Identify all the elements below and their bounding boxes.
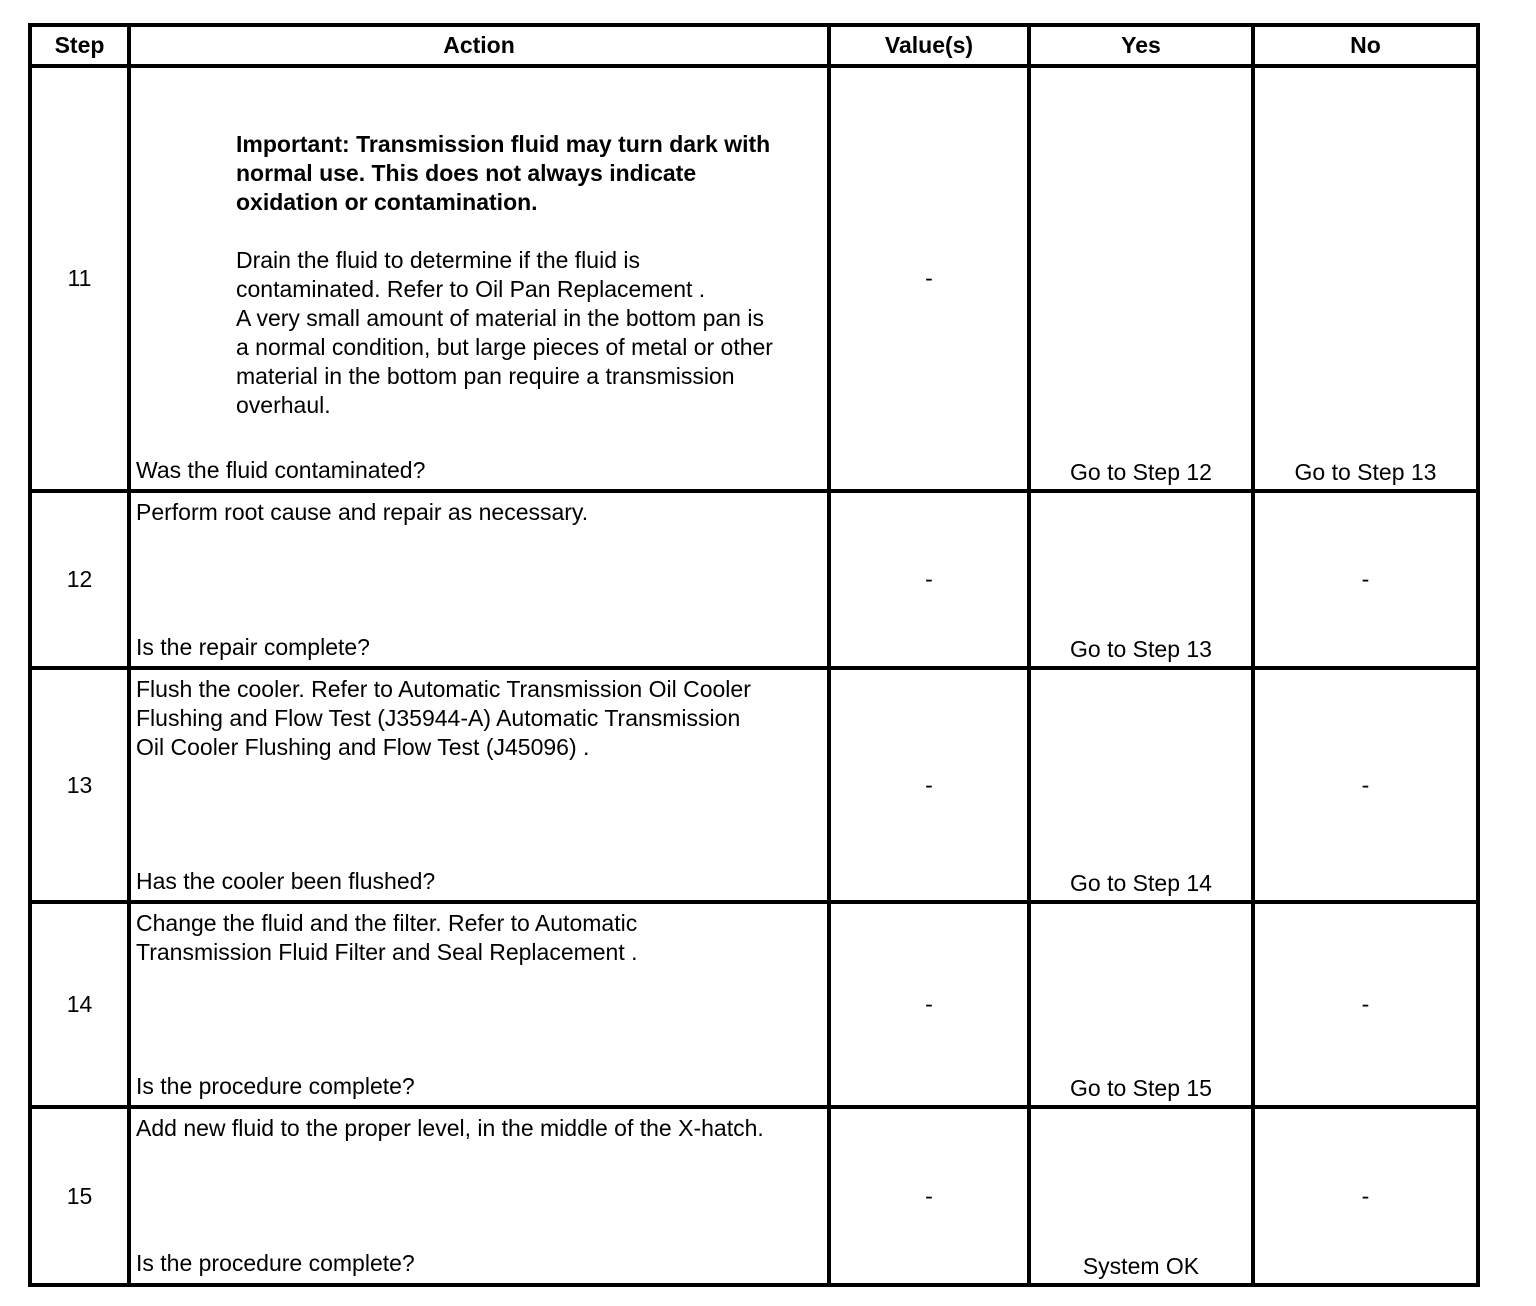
- action-cell: [131, 670, 827, 900]
- no-cell: -: [1361, 771, 1370, 798]
- action-question: Has the cooler been flushed?: [136, 868, 436, 894]
- diagnostic-table: [28, 23, 1480, 1287]
- action-question: Was the fluid contaminated?: [136, 457, 426, 483]
- yes-cell: Go to Step 15: [1070, 1075, 1212, 1101]
- step-number: 11: [67, 265, 92, 291]
- action-cell: [131, 904, 827, 1105]
- no-cell: -: [1361, 1182, 1370, 1209]
- value-cell: -: [925, 566, 933, 592]
- action-detail: Drain the fluid to determine if the fluid is contaminated. Refer to Oil Pan Replacement . A very small amount of material in the bottom pan is a normal condition, but large pieces of metal or other material in the bottom pan require a transmission overhaul.: [236, 247, 773, 418]
- yes-cell: Go to Step 13: [1070, 636, 1212, 662]
- header-values: Value(s): [884, 32, 974, 58]
- no-cell: -: [1361, 991, 1370, 1017]
- action-text: Flush the cooler. Refer to Automatic Transmission Oil Cooler Flushing and Flow Test (J35944-A) Automatic Transmission Oil Cooler Flushing and Flow Test (J45096) .: [136, 676, 751, 760]
- action-text: Add new fluid to the proper level, in the middle of the X-hatch.: [136, 1115, 764, 1141]
- table-rule: [28, 1283, 1480, 1287]
- action-text: Change the fluid and the filter. Refer to Automatic Transmission Fluid Filter and Seal Replacement .: [136, 910, 638, 965]
- action-cell: [131, 493, 827, 666]
- yes-cell: Go to Step 14: [1070, 870, 1212, 896]
- header-step: Step: [54, 32, 105, 58]
- yes-cell: System OK: [1082, 1253, 1200, 1279]
- step-number: 12: [66, 566, 93, 592]
- value-cell: -: [925, 265, 933, 291]
- no-cell: -: [1361, 566, 1370, 592]
- action-question: Is the procedure complete?: [136, 1250, 415, 1276]
- no-cell: Go to Step 13: [1294, 459, 1437, 485]
- action-cell: [131, 1109, 827, 1283]
- step-number: 13: [66, 771, 93, 798]
- header-action: Action: [443, 32, 515, 58]
- step-number: 14: [66, 991, 93, 1017]
- value-cell: -: [925, 771, 933, 798]
- action-cell: [131, 68, 827, 489]
- important-note: Important: Transmission fluid may turn dark with normal use. This does not always indicate oxidation or contamination.: [236, 131, 771, 215]
- value-cell: -: [925, 1182, 933, 1209]
- step-number: 15: [66, 1182, 93, 1209]
- yes-cell: Go to Step 12: [1070, 459, 1212, 485]
- value-cell: -: [925, 991, 933, 1017]
- table-rule: [1476, 23, 1480, 1287]
- action-question: Is the procedure complete?: [136, 1073, 415, 1099]
- action-question: Is the repair complete?: [136, 634, 370, 660]
- action-text: Perform root cause and repair as necessary.: [136, 499, 589, 525]
- header-yes: Yes: [1121, 32, 1161, 58]
- header-no: No: [1350, 32, 1381, 58]
